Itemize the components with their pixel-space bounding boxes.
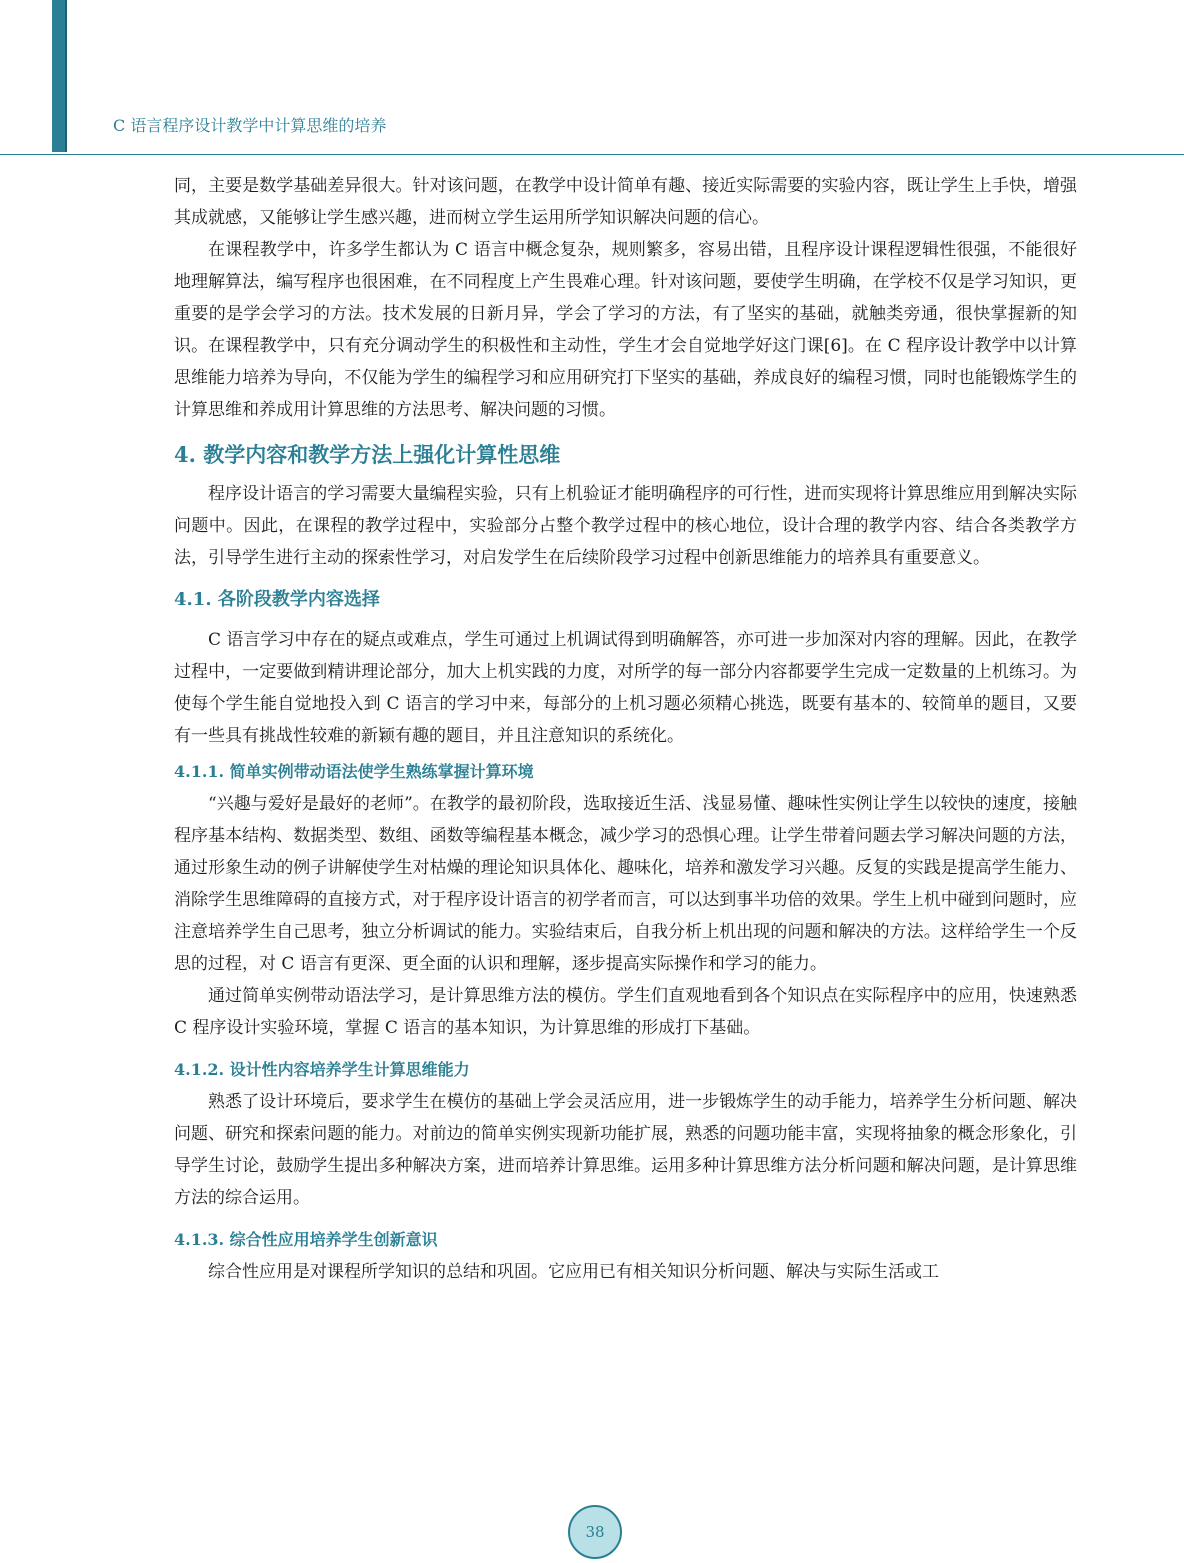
paragraph-continued: 同，主要是数学基础差异很大。针对该问题，在教学中设计简单有趣、接近实际需要的实验内容，既让学生上手快，增强其成就感，又能够让学生感兴趣，进而树立学生运用所学知识解决问题的信心。	[174, 176, 1077, 228]
header-accent-bar	[52, 0, 67, 152]
header-divider	[0, 154, 1184, 155]
paragraph: C 语言学习中存在的疑点或难点，学生可通过上机调试得到明确解答，亦可进一步加深对内容的理解。因此，在教学过程中，一定要做到精讲理论部分，加大上机实践的力度，对所学的每一部分内容都要学生完成一定数量的上机练习。为使每个学生能自觉地投入到 C 语言的学习中来，每部分的上机习题必须精心挑选，既要有基本的、较简单的题目，又要有一些具有挑战性较难的新颖有趣的题目，并且注意知识的系统化。	[174, 630, 1077, 746]
section-heading-4-1: 4.1. 各阶段教学内容选择	[174, 589, 380, 610]
paragraph: 在课程教学中，许多学生都认为 C 语言中概念复杂，规则繁多，容易出错，且程序设计课程逻辑性很强，不能很好地理解算法，编写程序也很困难，在不同程度上产生畏难心理。针对该问题，要使学生明确，在学校不仅是学习知识，更重要的是学会学习的方法。技术发展的日新月异，学会了学习的方法，有了坚实的基础，就触类旁通，很快掌握新的知识。在课程教学中，只有充分调动学生的积极性和主动性，学生才会自觉地学好这门课[6]。在 C 程序设计教学中以计算思维能力培养为导向，不仅能为学生的编程学习和应用研究打下坚实的基础，养成良好的编程习惯，同时也能锻炼学生的计算思维和养成用计算思维的方法思考、解决问题的习惯。	[174, 240, 1077, 420]
page-number-badge: 38	[568, 1505, 622, 1559]
section-heading-4: 4. 教学内容和教学方法上强化计算性思维	[174, 442, 561, 467]
section-heading-4-1-3: 4.1.3. 综合性应用培养学生创新意识	[174, 1230, 438, 1249]
section-heading-4-1-1: 4.1.1. 简单实例带动语法使学生熟练掌握计算环境	[174, 762, 534, 781]
paragraph: 综合性应用是对课程所学知识的总结和巩固。它应用已有相关知识分析问题、解决与实际生活或工	[208, 1262, 939, 1282]
paragraph: 熟悉了设计环境后，要求学生在模仿的基础上学会灵活应用，进一步锻炼学生的动手能力，培养学生分析问题、解决问题、研究和探索问题的能力。对前边的简单实例实现新功能扩展，熟悉的问题功能丰富，实现将抽象的概念形象化，引导学生讨论，鼓励学生提出多种解决方案，进而培养计算思维。运用多种计算思维方法分析问题和解决问题，是计算思维方法的综合运用。	[174, 1092, 1077, 1208]
section-heading-4-1-2: 4.1.2. 设计性内容培养学生计算思维能力	[174, 1060, 470, 1079]
paragraph: 程序设计语言的学习需要大量编程实验，只有上机验证才能明确程序的可行性，进而实现将计算思维应用到解决实际问题中。因此，在课程的教学过程中，实验部分占整个教学过程中的核心地位，设计合理的教学内容、结合各类教学方法，引导学生进行主动的探索性学习，对启发学生在后续阶段学习过程中创新思维能力的培养具有重要意义。	[174, 484, 1077, 568]
paragraph: “兴趣与爱好是最好的老师”。在教学的最初阶段，选取接近生活、浅显易懂、趣味性实例让学生以较快的速度，接触程序基本结构、数据类型、数组、函数等编程基本概念，减少学习的恐惧心理。让学生带着问题去学习解决问题的方法，通过形象生动的例子讲解使学生对枯燥的理论知识具体化、趣味化，培养和激发学习兴趣。反复的实践是提高学生能力、消除学生思维障碍的直接方式，对于程序设计语言的初学者而言，可以达到事半功倍的效果。学生上机中碰到问题时，应注意培养学生自己思考，独立分析调试的能力。实验结束后，自我分析上机出现的问题和解决的方法。这样给学生一个反思的过程，对 C 语言有更深、更全面的认识和理解，逐步提高实际操作和学习的能力。	[174, 794, 1077, 974]
paragraph: 通过简单实例带动语法学习，是计算思维方法的模仿。学生们直观地看到各个知识点在实际程序中的应用，快速熟悉 C 程序设计实验环境，掌握 C 语言的基本知识，为计算思维的形成打下基础。	[174, 986, 1077, 1038]
running-header-title: C 语言程序设计教学中计算思维的培养	[113, 116, 387, 135]
page-body	[174, 170, 1077, 1288]
